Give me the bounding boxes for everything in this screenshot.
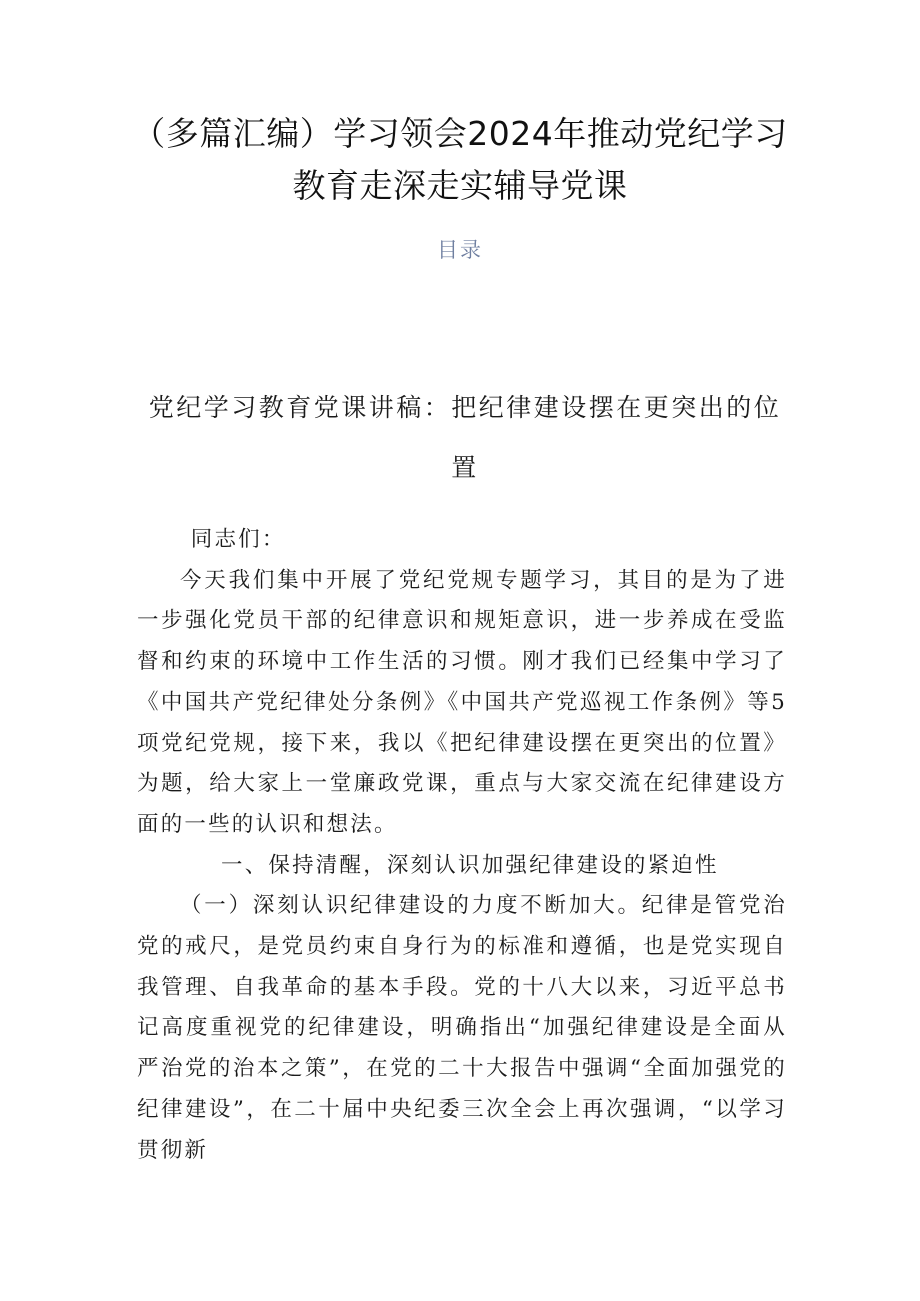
paragraph-intro: 今天我们集中开展了党纪党规专题学习，其目的是为了进一步强化党员干部的纪律意识和规矩意识，进一步养成在受监督和约束的环境中工作生活的习惯。刚才我们已经集中学习了《中国共产党纪律处分条例》《中国共产党巡视工作条例》等5项党纪党规，接下来，我以《把纪律建设摆在更突出的位置》为题，给大家上一堂廉政党课，重点与大家交流在纪律建设方面的一些的认识和想法。 [137, 567, 787, 837]
body-text [137, 520, 787, 1171]
section-title: 党纪学习教育党课讲稿：把纪律建设摆在更突出的位置 [148, 393, 782, 482]
paragraph-section-1-1: （一）深刻认识纪律建设的力度不断加大。纪律是管党治党的戒尺，是党员约束自身行为的标准和遵循，也是党实现自我管理、自我革命的基本手段。党的十八大以来，习近平总书记高度重视党的纪律建设，明确指出“加强纪律建设是全面从严治党的治本之策”，在党的二十大报告中强调“全面加强党的纪律建设”，在二十届中央纪委三次全会上再次强调，“以学习贯彻新 [137, 893, 787, 1163]
document-title: （多篇汇编）学习领会2024年推动党纪学习教育走深走实辅导党课 [132, 114, 788, 205]
toc-heading[interactable]: 目录 [437, 238, 483, 262]
salutation: 同志们： [190, 527, 286, 552]
heading-level-1: 一、保持清醒，深刻认识加强纪律建设的紧迫性 [221, 852, 719, 878]
